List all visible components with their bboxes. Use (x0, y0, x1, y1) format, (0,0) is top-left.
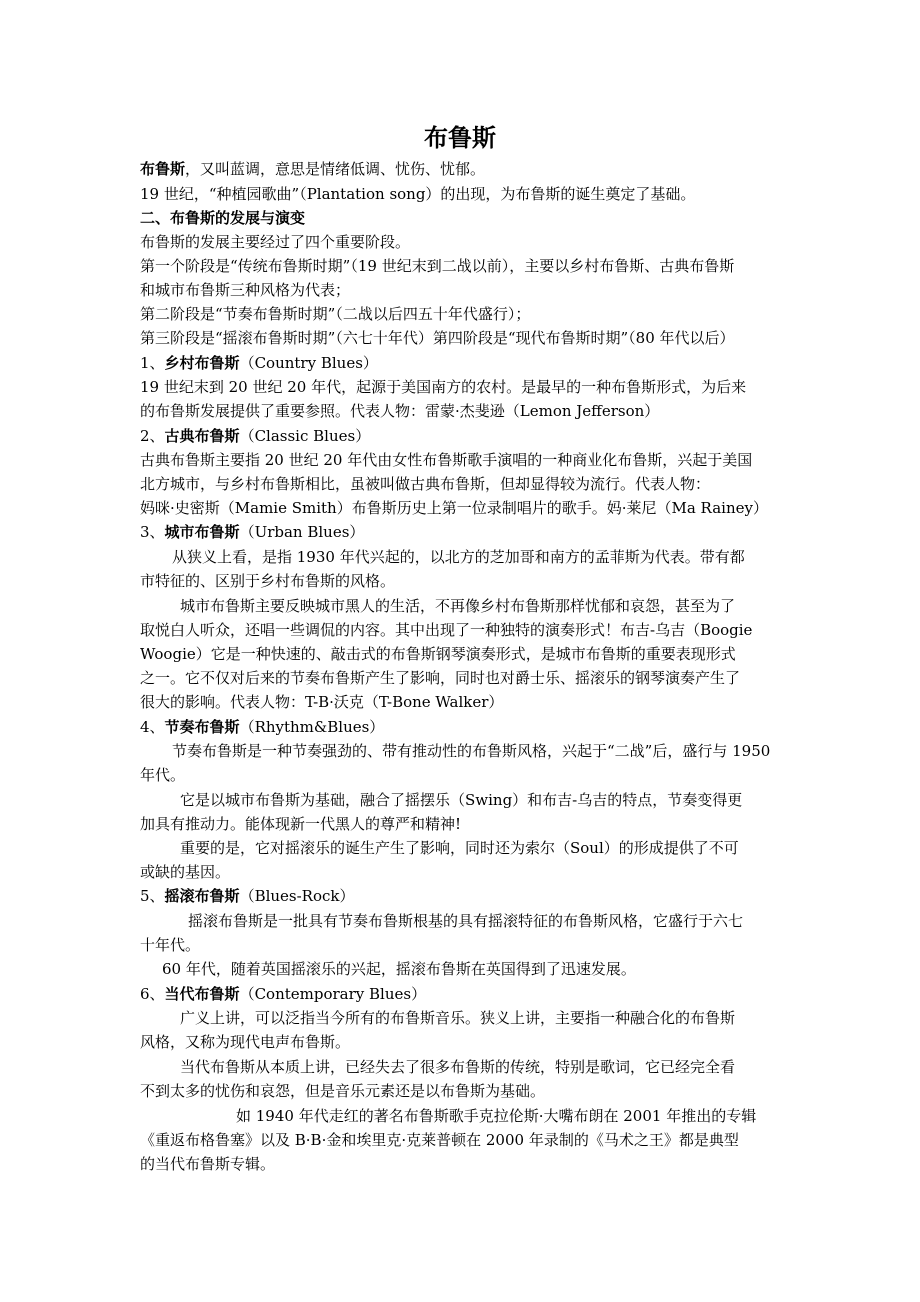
paragraph-line: 取悦白人听众，还唱一些调侃的内容。其中出现了一种独特的演奏形式！布吉-乌吉（Boogie (140, 621, 753, 639)
subsection-name: 乡村布鲁斯 (164, 354, 240, 372)
stage34-line: 第三阶段是“摇滚布鲁斯时期”（六七十年代）第四阶段是“现代布鲁斯时期”（80 年代以后） (140, 329, 735, 347)
paragraph-line: 的当代布鲁斯专辑。 (140, 1155, 276, 1173)
intro-line (140, 157, 800, 181)
subsection-name: 城市布鲁斯 (164, 523, 240, 541)
subsection-name: 当代布鲁斯 (164, 985, 240, 1003)
paragraph-line: 市特征的、区别于乡村布鲁斯的风格。 (140, 572, 396, 590)
paragraph-line: 年代。 (140, 766, 186, 784)
paragraph-line: 它是以城市布鲁斯为基础，融合了摇摆乐（Swing）和布吉-乌吉的特点，节奏变得更 (180, 791, 743, 809)
paragraph-line: 城市布鲁斯主要反映城市黑人的生活，不再像乡村布鲁斯那样忧郁和哀怨，甚至为了 (180, 597, 736, 615)
intro-origin: 19 世纪，“种植园歌曲”（Plantation song）的出现，为布鲁斯的诞生奠定了基础。 (140, 185, 696, 203)
paragraph-line: 《重返布格鲁塞》以及 B·B·金和埃里克·克莱普顿在 2000 年录制的《马术之王》都是典型 (140, 1131, 739, 1149)
stage1-line1: 第一个阶段是“传统布鲁斯时期”（19 世纪末到二战以前），主要以乡村布鲁斯、古典布鲁斯 (140, 257, 735, 275)
paragraph-line: 摇滚布鲁斯是一批具有节奏布鲁斯根基的具有摇滚特征的布鲁斯风格，它盛行于六七 (188, 912, 744, 930)
stages-summary: 布鲁斯的发展主要经过了四个重要阶段。 (140, 233, 411, 251)
paragraph-line: 的布鲁斯发展提供了重要参照。代表人物：雷蒙·杰斐逊（Lemon Jefferson） (140, 402, 660, 420)
paragraph-line: 十年代。 (140, 936, 201, 954)
paragraph-line: 风格，又称为现代电声布鲁斯。 (140, 1033, 351, 1051)
paragraph-line: 加具有推动力。能体现新一代黑人的尊严和精神! (140, 815, 462, 833)
paragraph-line: 从狭义上看，是指 1930 年代兴起的，以北方的芝加哥和南方的孟菲斯为代表。带有都 (172, 548, 745, 566)
paragraph-line: Woogie）它是一种快速的、敲击式的布鲁斯钢琴演奏形式，是城市布鲁斯的重要表现形式 (140, 645, 736, 663)
paragraph-line: 节奏布鲁斯是一种节奏强劲的、带有推动性的布鲁斯风格，兴起于“二战”后，盛行与 1950 (172, 742, 771, 760)
paragraph-line: 古典布鲁斯主要指 20 世纪 20 年代由女性布鲁斯歌手演唱的一种商业化布鲁斯，兴起于美国 (140, 451, 753, 469)
page-title: 布鲁斯 (424, 124, 496, 152)
subsection-number: 2、 (140, 427, 165, 445)
subsection-name: 节奏布鲁斯 (164, 718, 240, 736)
intro-term: 布鲁斯 (140, 160, 186, 178)
paragraph-line: 之一。它不仅对后来的节奏布鲁斯产生了影响，同时也对爵士乐、摇滚乐的钢琴演奏产生了 (140, 669, 741, 687)
paragraph-line: 或缺的基因。 (140, 863, 231, 881)
subsection-english: （Urban Blues） (239, 523, 365, 541)
subsection-heading-6 (140, 982, 800, 1006)
subsection-english: （Rhythm&Blues） (239, 718, 385, 736)
stage2-line: 第二阶段是“节奏布鲁斯时期”（二战以后四五十年代盛行）； (140, 305, 531, 323)
paragraph-line: 如 1940 年代走红的著名布鲁斯歌手克拉伦斯·大嘴布朗在 2001 年推出的专辑 (236, 1107, 757, 1125)
subsection-english: （Blues-Rock） (239, 887, 355, 905)
subsection-name: 摇滚布鲁斯 (164, 887, 240, 905)
subsection-name: 古典布鲁斯 (164, 427, 240, 445)
paragraph-line: 北方城市，与乡村布鲁斯相比，虽被叫做古典布鲁斯，但却显得较为流行。代表人物： (140, 475, 711, 493)
subsection-heading-1 (140, 351, 800, 375)
paragraph-line: 当代布鲁斯从本质上讲，已经失去了很多布鲁斯的传统，特别是歌词，它已经完全看 (180, 1058, 736, 1076)
subsection-number: 6、 (140, 985, 165, 1003)
subsection-number: 5、 (140, 887, 165, 905)
paragraph-line: 19 世纪末到 20 世纪 20 年代，起源于美国南方的农村。是最早的一种布鲁斯形式，为后来 (140, 378, 747, 396)
subsection-heading-2 (140, 424, 800, 448)
subsection-heading-5 (140, 884, 800, 908)
subsection-english: （Country Blues） (239, 354, 378, 372)
subsection-heading-4 (140, 715, 800, 739)
paragraph-line: 不到太多的忧伤和哀怨，但是音乐元素还是以布鲁斯为基础。 (140, 1082, 546, 1100)
paragraph-line: 60 年代，随着英国摇滚乐的兴起，摇滚布鲁斯在英国得到了迅速发展。 (162, 960, 636, 978)
paragraph-line: 广义上讲，可以泛指当今所有的布鲁斯音乐。狭义上讲，主要指一种融合化的布鲁斯 (180, 1009, 736, 1027)
subsection-english: （Classic Blues） (239, 427, 371, 445)
subsection-number: 3、 (140, 523, 165, 541)
subsection-english: （Contemporary Blues） (239, 985, 427, 1003)
intro-definition: ，又叫蓝调，意思是情绪低调、忧伤、忧郁。 (185, 160, 486, 178)
paragraph-line: 重要的是，它对摇滚乐的诞生产生了影响，同时还为索尔（Soul）的形成提供了不可 (180, 839, 739, 857)
paragraph-line: 很大的影响。代表人物：T-B·沃克（T-Bone Walker） (140, 693, 504, 711)
paragraph-line: 妈咪·史密斯（Mamie Smith）布鲁斯历史上第一位录制唱片的歌手。妈·莱尼（Ma Rainey） (140, 499, 768, 517)
subsection-heading-3 (140, 520, 800, 544)
subsection-number: 4、 (140, 718, 165, 736)
subsection-number: 1、 (140, 354, 165, 372)
section-heading: 二、布鲁斯的发展与演变 (140, 209, 306, 227)
stage1-line2: 和城市布鲁斯三种风格为代表； (140, 281, 351, 299)
